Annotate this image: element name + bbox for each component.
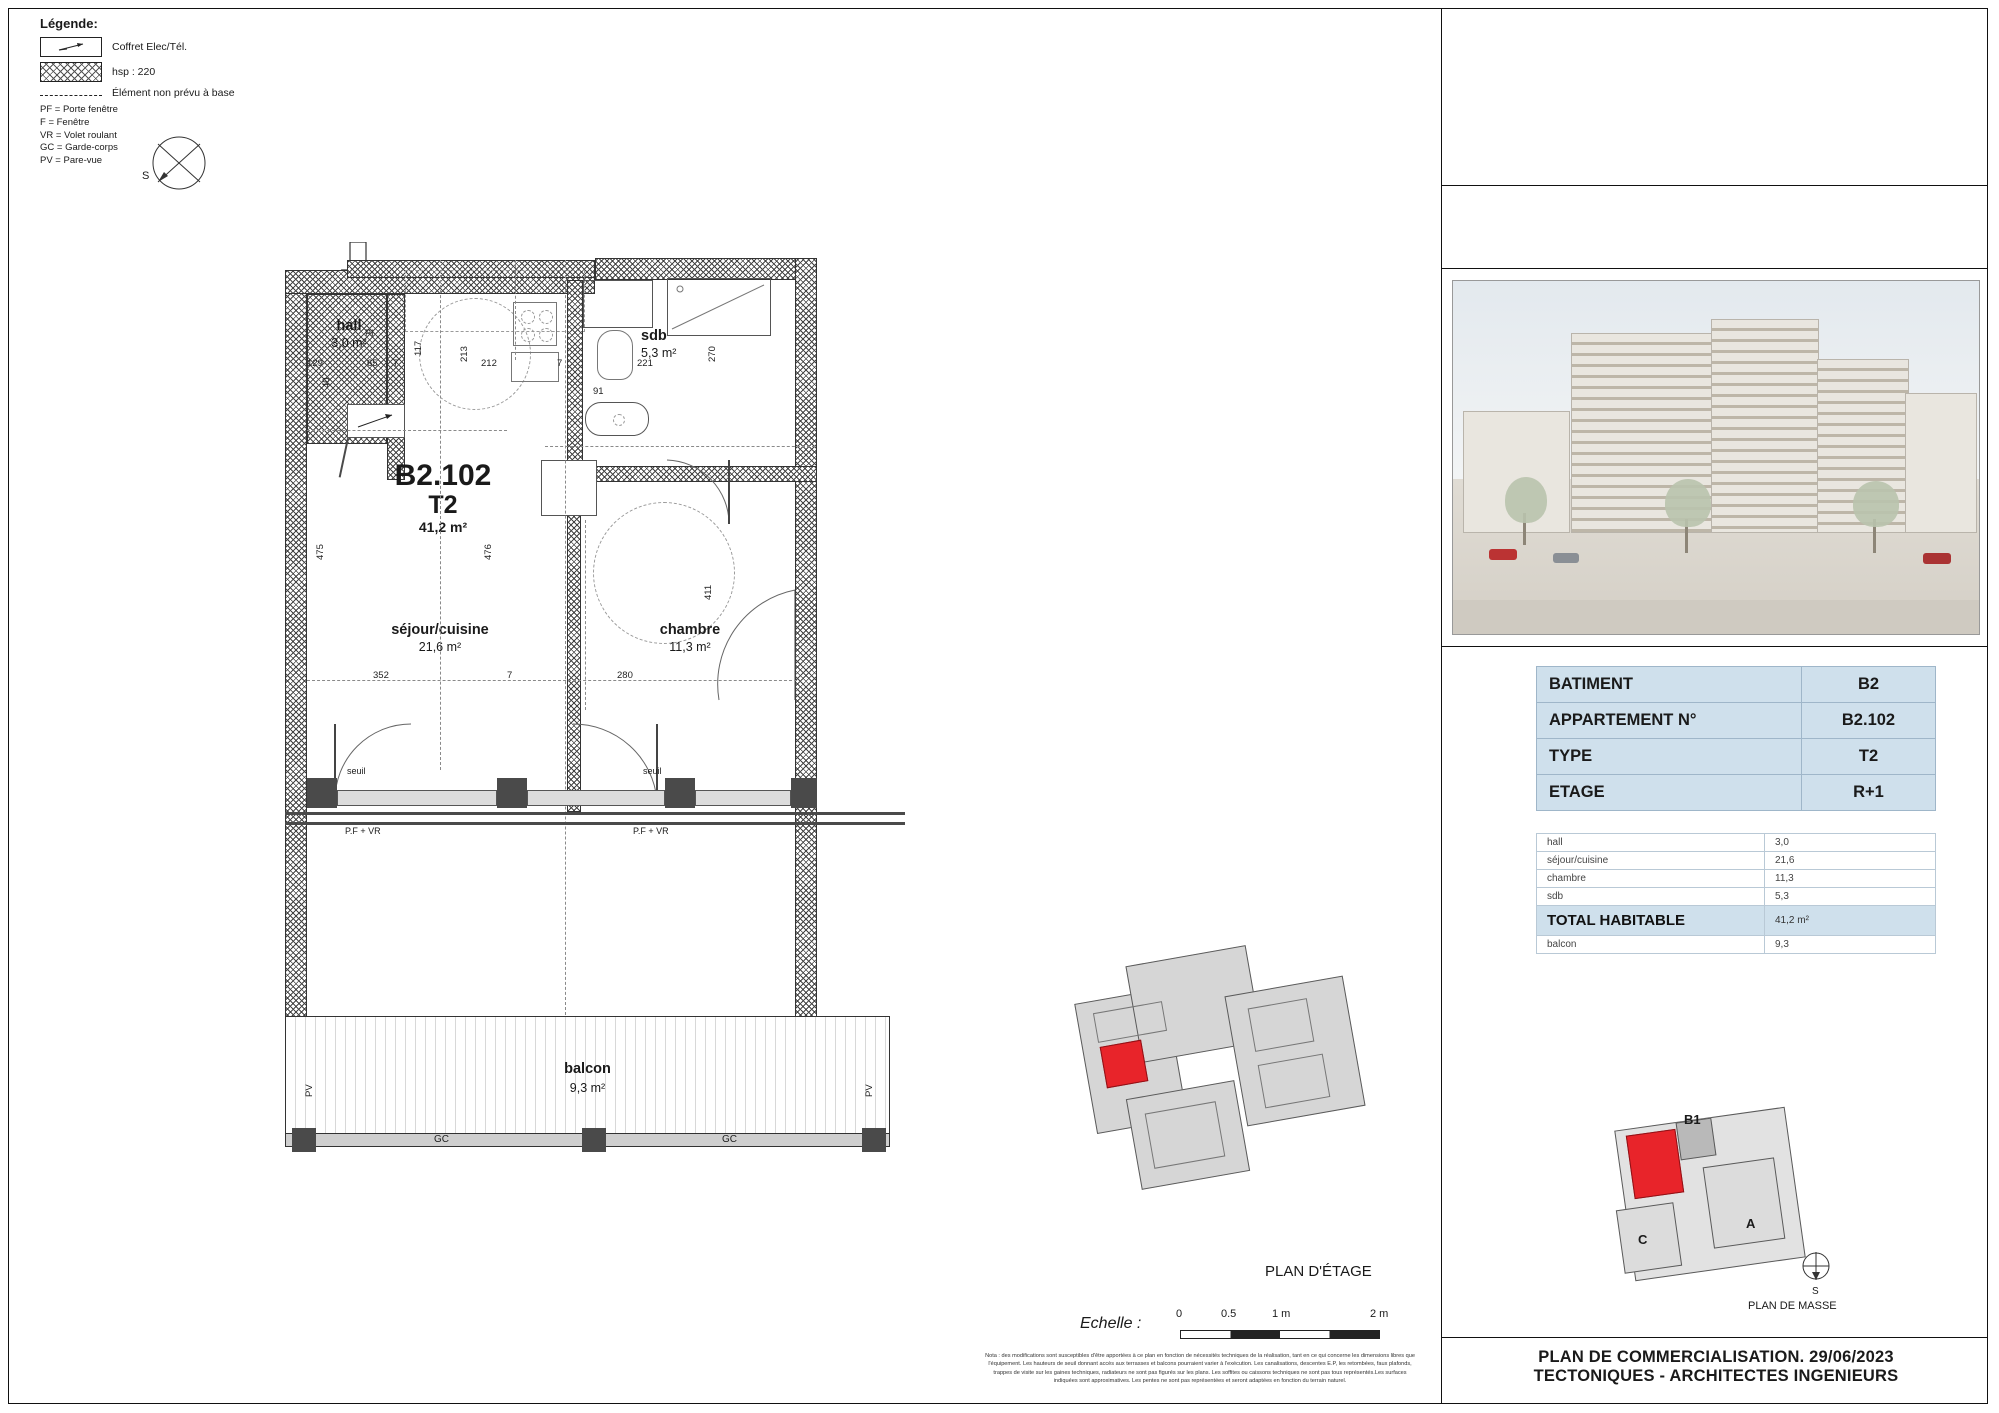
area-label-sejour: séjour/cuisine [1537,852,1765,870]
divider-footer [1441,1337,1988,1338]
wall-west [285,292,307,1032]
wall-post-1 [307,778,337,808]
apartment-type: T2 [428,490,458,519]
nota-text: Nota : des modifications sont susceptibles d'être apportées à ce plan en fonction de nécessités techniques de la réalisation, tant en ce qui concerne les dimensions libres que l'équipement. Les hauteurs de seuil donnant accès aux terrasses et balcons pourraient varier à l'exécution. Les canalisations, descentes E.P, les retombées, faux plafonds, trappes de visite sur les gaines techniques, radiateurs ne sont pas figurés sur les plans. Les soffites ou caissons techniques ne sont pas tous représentés.Les surfaces indiquées sont approximatives. Les pentes ne sont pas représentées et seront adaptées en fonction du terrain naturel. [985,1353,1415,1385]
keyplan-highlight-apartment [1100,1040,1149,1089]
total-habitable-value: 41,2 m² [1765,906,1936,936]
wall-post-3 [665,778,695,808]
render-tree-3 [1853,481,1899,527]
abbr-gc: GC = Garde-corps [40,142,118,154]
wall-north-right [595,258,817,280]
apartment-code-block [343,460,543,536]
guide-horizontal-2 [545,446,815,447]
table-row [1537,739,1936,775]
render-car-grey [1553,553,1579,563]
dim-91: 91 [593,386,604,397]
info-key-type: TYPE [1537,739,1802,775]
dim-129: 129 [307,358,323,369]
area-value-balcon: 9,3 [1765,936,1936,954]
tag-pi: PI [365,328,374,338]
render-tree-2 [1665,479,1711,527]
render-tree-1 [1505,477,1547,523]
wall-south-line-2 [285,822,905,825]
tag-seuil-1: seuil [347,766,366,776]
dim-270: 270 [707,346,718,362]
room-label-hall: hall [336,318,362,334]
table-row [1537,852,1936,870]
divider-render-bottom [1441,646,1988,647]
room-area-balcon: 9,3 m² [569,1081,606,1095]
apartment-info-table [1536,666,1936,811]
hatch-box-icon [40,62,102,82]
wall-bath-left [567,280,583,480]
scale-tick-1m: 1 m [1272,1308,1291,1320]
site-highlight-building [1626,1129,1684,1199]
room-area-sejour: 21,6 m² [418,640,462,654]
compass-south-label: S [142,170,150,182]
bathtub-icon [668,279,770,335]
site-block-a [1703,1157,1786,1248]
room-area-chambre: 11,3 m² [669,640,711,654]
railing-post-right [862,1128,886,1152]
scale-tick-2m: 2 m [1370,1308,1389,1320]
dim-7a: 7 [393,358,399,369]
table-row [1537,775,1936,811]
compass-rose-icon [142,132,206,190]
scale-tick-05: 0.5 [1221,1308,1237,1320]
railing-post-mid [582,1128,606,1152]
railing-post-left [292,1128,316,1152]
keyplan-title: PLAN D'ÉTAGE [1265,1263,1372,1280]
legend-label-hsp: hsp : 220 [112,66,156,78]
area-value-chambre: 11,3 [1765,870,1936,888]
dim-280: 280 [617,670,633,681]
elec-cabinet [347,404,405,438]
area-label-hall: hall [1537,834,1765,852]
render-road [1453,600,1979,634]
dim-7b: 7 [557,358,563,369]
table-row [1537,834,1936,852]
table-row [1537,703,1936,739]
wall-post-2 [497,778,527,808]
kitchen-burner-icon-3 [521,328,535,342]
wall-post-4 [791,778,817,808]
abbr-f: F = Fenêtre [40,116,90,128]
kitchen-burner-icon-2 [539,310,553,324]
dim-212: 212 [481,358,497,369]
wall-south-line [285,812,905,815]
sheet-footer [1452,1348,1980,1386]
info-value-appartement: B2.102 [1802,703,1936,739]
floor-key-plan [1075,955,1395,1215]
sheet-vertical-divider [1441,8,1442,1404]
kitchen-appliance [511,352,559,382]
scale-tick-0: 0 [1176,1308,1183,1320]
legend-title: Légende: [40,16,98,31]
info-key-batiment: BATIMENT [1537,667,1802,703]
abbr-pf: PF = Porte fenêtre [40,104,118,115]
area-label-balcon: balcon [1537,936,1765,954]
room-area-sdb: 5,3 m² [641,346,677,360]
dim-411: 411 [703,584,714,600]
dim-352: 352 [373,670,389,681]
dim-476: 476 [483,544,494,560]
table-row [1537,870,1936,888]
render-car-red [1489,549,1517,560]
sliding-door-1 [337,790,497,806]
dim-221: 221 [637,358,653,369]
render-building-tall-2 [1711,319,1819,533]
dim-117: 117 [413,340,424,356]
guide-vertical-1 [440,260,441,770]
abbr-vr: VR = Volet roulant [40,129,117,141]
apartment-floor-plan [285,270,925,1130]
room-label-sejour: séjour/cuisine [391,622,489,638]
keyplan-wing-right [1224,976,1365,1127]
render-car-red-2 [1923,553,1951,564]
dim-7c: 7 [507,670,513,681]
elec-box-icon [40,37,102,57]
tag-pv-left: PV [304,1084,315,1097]
abbr-pv: PV = Pare-vue [40,155,103,167]
legend-item-hsp [40,62,300,82]
site-label-a: A [1746,1216,1756,1231]
tag-pfvr-1: P.F + VR [345,826,381,836]
table-row [1537,888,1936,906]
areas-table [1536,833,1936,954]
tag-gc-2: GC [722,1134,737,1145]
area-value-sdb: 5,3 [1765,888,1936,906]
bedroom-window-swing [715,588,803,708]
room-label-chambre: chambre [659,622,721,638]
site-plan-title: PLAN DE MASSE [1748,1300,1837,1312]
kitchen-burner-icon-4 [539,328,553,342]
legend-item-nonprevu [40,87,300,99]
site-block-c [1616,1202,1682,1273]
balcony-area [285,1016,890,1141]
elec-symbol-icon [348,405,404,437]
apartment-number: B2.102 [394,459,492,492]
legend-label-elec: Coffret Elec/Tél. [112,41,188,53]
area-value-hall: 3,0 [1765,834,1936,852]
bath-wc-niche [583,280,653,328]
scale-label: Echelle : [1080,1315,1142,1332]
building-render-image [1452,280,1980,635]
dim-475: 475 [315,544,326,560]
guide-vertical-2 [515,260,516,360]
room-label-balcon: balcon [564,1061,611,1077]
tag-pfvr-2: P.F + VR [633,826,669,836]
wc-toilet-icon [597,330,633,380]
tag-pv-right: PV [864,1084,875,1097]
area-value-sejour: 21,6 [1765,852,1936,870]
legend-label-nonprevu: Élément non prévu à base [112,87,235,99]
info-value-etage: R+1 [1802,775,1936,811]
room-label-sdb: sdb [641,328,667,344]
elec-symbol-icon [41,38,101,56]
table-row-total [1537,906,1936,936]
tag-seuil-2: seuil [643,766,662,776]
legend-item-elec [40,37,300,57]
guide-horizontal-1 [307,430,507,431]
room-area-hall: 3,0 m² [331,336,367,350]
site-label-c: C [1638,1232,1648,1247]
divider-render-top [1441,268,1988,269]
table-row [1537,936,1936,954]
table-row [1537,667,1936,703]
info-key-etage: ETAGE [1537,775,1802,811]
sliding-door-2 [527,790,665,806]
apartment-total-area: 41,2 m² [418,518,468,535]
footer-line-1: PLAN DE COMMERCIALISATION. 29/06/2023 [1538,1348,1894,1366]
tag-gc-1: GC [434,1134,449,1145]
washbasin-drain-icon [613,414,625,426]
site-plan [1600,1100,1860,1310]
dim-213: 213 [459,346,470,362]
site-compass-south-label: S [1812,1286,1819,1297]
info-value-type: T2 [1802,739,1936,775]
area-label-chambre: chambre [1537,870,1765,888]
sliding-door-3 [695,790,791,806]
render-building-far-right [1905,393,1977,533]
guide-vertical-3 [565,260,566,1020]
total-habitable-label: TOTAL HABITABLE [1537,906,1765,936]
dim-40: 40 [321,377,332,388]
info-key-appartement: APPARTEMENT N° [1537,703,1802,739]
site-label-b1: B1 [1684,1112,1701,1127]
scale-bar [1180,1330,1380,1339]
info-value-batiment: B2 [1802,667,1936,703]
site-compass-icon [1798,1248,1838,1290]
kitchen-burner-icon [521,310,535,324]
bedroom-closet [541,460,597,516]
dashed-line-icon [40,95,102,96]
dim-line-bottom [307,680,797,681]
bedroom-guide-line [585,520,586,710]
divider-top-block [1441,185,1988,186]
dim-65: 65 [367,358,378,369]
footer-line-2: TECTONIQUES - ARCHITECTES INGENIEURS [1533,1367,1899,1385]
area-label-sdb: sdb [1537,888,1765,906]
